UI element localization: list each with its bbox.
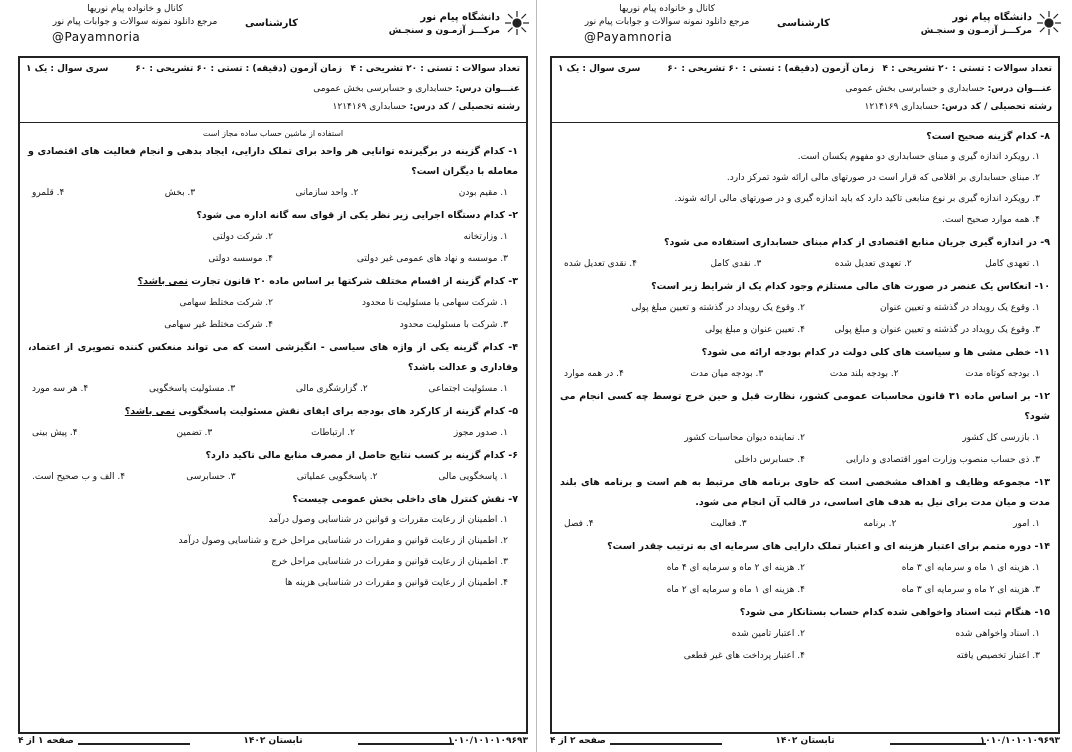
option: ۳. مسئولیت پاسخگویی (148, 384, 236, 394)
brand-watermark: @Payamnoria (584, 30, 673, 44)
page-number: صفحه ۱ از ۴ (18, 736, 74, 746)
degree-level: کارشناسی (777, 18, 830, 29)
option: ۴. همه موارد صحیح است. (942, 215, 1040, 225)
option: ۲. نماینده دیوان محاسبات کشور (684, 433, 805, 443)
question-series: سری سوال : یک ۱ (26, 64, 109, 74)
promo-line-1: کانال و خانواده پیام نوریها (619, 4, 715, 14)
option: ۲. اعتبار تامین شده (731, 629, 805, 639)
option: ۱. تعهدی کامل (985, 259, 1040, 269)
option: ۴. شرکت مختلط غیر سهامی (164, 320, 273, 330)
option: ۲. ارتباطات (311, 428, 355, 438)
question-6: ۶- کدام گزینه بر کسب نتایج حاصل از مصرف منابع مالی تاکید دارد؟ ۱. پاسخگویی مالی ۲. پاسخگویی عملیاتی ۳. حسابرسی ۴. الف و ب صحیح است. (32, 450, 518, 482)
question-12: ۱۲- بر اساس ماده ۳۱ قانون محاسبات عمومی کشور، نظارت قبل و حین خرج توسط چه کسی انجام می شود؟ ۱. بازرسی کل کشور ۲. نماینده دیوان محاسبات کشور ۳. ذی حساب منصوب وزارت امور اقتصادی و دارایی ۴. حسابرس داخلی (560, 387, 1050, 471)
page-number: صفحه ۲ از ۴ (550, 736, 606, 746)
option: ۴. نقدی تعدیل شده (564, 259, 638, 269)
option: ۴. پیش بینی (32, 428, 78, 438)
question-counts: تعداد سوالات : تستی : ۲۰ تشریحی : ۴ (882, 64, 1052, 74)
question-2: ۲- کدام دستگاه اجرایی زیر نظر یکی از قوای سه گانه اداره می شود؟ ۱. وزارتخانه ۲. شرکت دولتی ۳. موسسه و نهاد های عمومی غیر دولتی ۴. موسسه دولتی (28, 206, 518, 270)
option: ۳. نقدی کامل (710, 259, 762, 269)
option: ۲. هزینه ای ۲ ماه و سرمایه ای ۴ ماه (666, 563, 805, 573)
option: ۳. بخش (164, 188, 196, 198)
course-title: عنـــوان درس: حسابداری و حسابرسی بخش عمومی (845, 84, 1052, 94)
option: ۴. فصل (564, 519, 594, 529)
question-3: ۳- کدام گزینه از اقسام مختلف شرکتها بر اساس ماده ۲۰ قانون تجارت نمی باشد؟ ۱. شرکت سهامی با مسئولیت نا محدود ۲. شرکت مختلط سهامی ۳. شرکت با مسئولیت محدود ۴. شرکت مختلط غیر سهامی (28, 272, 518, 336)
option: ۴. اطمینان از رعایت قوانین و مقررات در شناسایی هزینه ها (284, 578, 508, 588)
option: ۱. مسئولیت اجتماعی (428, 384, 508, 394)
option: ۱. وقوع یک رویداد در گذشته و تعیین عنوان (879, 303, 1040, 313)
footer-rule (78, 743, 190, 745)
question-15: ۱۵- هنگام ثبت اسناد واخواهی شده کدام حساب بستانکار می شود؟ ۱. اسناد واخواهی شده ۲. اعتبار تامین شده ۳. اعتبار تخصیص یافته ۴. اعتبار پرداخت های غیر قطعی (560, 603, 1050, 667)
option: ۴. موسسه دولتی (208, 254, 273, 264)
center-name: مرکـــز آزمـون و سنجـش (388, 26, 500, 36)
exam-frame (18, 56, 528, 734)
center-name: مرکـــز آزمـون و سنجـش (920, 26, 1032, 36)
exam-page-1 (8, 0, 536, 752)
option: ۳. موسسه و نهاد های عمومی غیر دولتی (356, 254, 508, 264)
course-title: عنـــوان درس: حسابداری و حسابرسی بخش عمومی (313, 84, 520, 94)
promo-line-2: مرجع دانلود نمونه سوالات و جوابات پیام نور (52, 17, 218, 27)
university-logo-icon (504, 10, 530, 36)
questions-page-2 (552, 123, 1058, 667)
option: ۱. صدور مجوز (453, 428, 508, 438)
university-logo-icon (1036, 10, 1062, 36)
option: ۴. هزینه ای ۱ ماه و سرمایه ای ۲ ماه (666, 585, 805, 595)
option: ۲. تعهدی تعدیل شده (834, 259, 912, 269)
page-header (8, 0, 536, 54)
option: ۳. رویکرد اندازه گیری بر نوع منابعی تاکید دارد که باید اندازه گیری و در صورتهای مالی ارائه شوند. (674, 194, 1040, 204)
exam-code: ۱۰۱۰/۱۰۱۰۱۰۹۶۹۳ (447, 736, 528, 746)
exam-code: ۱۰۱۰/۱۰۱۰۱۰۹۶۹۳ (979, 736, 1060, 746)
exam-info (20, 58, 526, 123)
question-counts: تعداد سوالات : تستی : ۲۰ تشریحی : ۴ (350, 64, 520, 74)
exam-term: تابستان ۱۴۰۲ (775, 736, 835, 746)
question-7: ۷- نقش کنترل های داخلی بخش عمومی چیست؟ ۱. اطمینان از رعایت مقررات و قوانین در شناسایی وصول درآمد ۲. اطمینان از رعایت قوانین و مقررات در شناسایی مراحل خرج و شناسایی وصول درآمد ۳. اطمینان از رعایت قوانین و مقررات در شناسایی مراحل خرج ۴. اطمینان از رعایت قوانین و مقررات در شناسایی هزینه ها (28, 490, 518, 594)
option: ۳. وقوع یک رویداد در گذشته و تعیین عنوان و مبلغ پولی (834, 325, 1040, 335)
question-13: ۱۳- مجموعه وظایف و اهداف مشخصی است که حاوی برنامه های مرتبط به هم است و برنامه های بلند مدت و میان مدت برای نیل به هدف های اساسی، در قالب آن انجام می شود. ۱. امور ۲. برنامه ۳. فعالیت ۴. فصل (560, 477, 1050, 529)
option: ۳. شرکت با مسئولیت محدود (399, 320, 508, 330)
option: ۳. بودجه میان مدت (690, 369, 764, 379)
option: ۳. فعالیت (710, 519, 747, 529)
question-8: ۸- کدام گزینه صحیح است؟ ۱. رویکرد اندازه گیری و مبنای حسابداری دو مفهوم یکسان است. ۲. مبنای حسابداری بر اقلامی که قرار است در صورتهای مالی ارائه شود تمرکز دارد. ۳. رویکرد اندازه گیری بر نوع منابعی تاکید دارد که باید اندازه گیری و در صورتهای مالی ارائه شوند. ۴. همه موارد صحیح است. (560, 127, 1050, 231)
option: ۲. شرکت مختلط سهامی (179, 298, 273, 308)
option: ۴. الف و ب صحیح است. (32, 472, 126, 482)
question-11: ۱۱- خطی مشی ها و سیاست های کلی دولت در کدام بودجه ارائه می شود؟ ۱. بودجه کوتاه مدت ۲. بودجه بلند مدت ۳. بودجه میان مدت ۴. در همه موارد (564, 347, 1050, 379)
exam-page-2 (540, 0, 1068, 752)
option: ۴. اعتبار پرداخت های غیر قطعی (683, 651, 805, 661)
option: ۲. اطمینان از رعایت قوانین و مقررات در شناسایی مراحل خرج و شناسایی وصول درآمد (178, 536, 508, 546)
footer-rule (890, 743, 986, 745)
exam-time: زمان آزمون (دقیقه) : تستی : ۶۰ تشریحی : ۶۰ (667, 64, 874, 74)
brand-watermark: @Payamnoria (52, 30, 141, 44)
promo-line-2: مرجع دانلود نمونه سوالات و جوابات پیام نور (584, 17, 750, 27)
page-footer (18, 734, 528, 750)
option: ۴. هر سه مورد (32, 384, 89, 394)
option: ۲. پاسخگویی عملیاتی (296, 472, 378, 482)
option: ۴. قلمرو (32, 188, 65, 198)
option: ۱. بودجه کوتاه مدت (965, 369, 1040, 379)
footer-rule (610, 743, 722, 745)
option: ۴. در همه موارد (564, 369, 624, 379)
option: ۲. برنامه (863, 519, 897, 529)
exam-time: زمان آزمون (دقیقه) : تستی : ۶۰ تشریحی : ۶۰ (135, 64, 342, 74)
promo-line-1: کانال و خانواده پیام نوریها (87, 4, 183, 14)
option: ۲. وقوع یک رویداد در گذشته و تعیین مبلغ پولی (631, 303, 805, 313)
option: ۱. رویکرد اندازه گیری و مبنای حسابداری دو مفهوم یکسان است. (797, 152, 1040, 162)
option: ۳. ذی حساب منصوب وزارت امور اقتصادی و دارایی (845, 455, 1040, 465)
question-4: ۴- کدام گزینه یکی از واژه های سیاسی - انگیزشی است که می تواند منعکس کننده تصویری از اعتماد، وفاداری و عدالت باشد؟ ۱. مسئولیت اجتماعی ۲. گزارشگری مالی ۳. مسئولیت پاسخگویی ۴. هر سه مورد (28, 342, 518, 394)
option: ۲. واحد سازمانی (295, 188, 359, 198)
calculator-note: استفاده از ماشین حساب ساده مجاز است (202, 129, 344, 138)
option: ۳. اطمینان از رعایت قوانین و مقررات در شناسایی مراحل خرج (271, 557, 508, 567)
footer-rule (358, 743, 454, 745)
exam-term: تابستان ۱۴۰۲ (243, 736, 303, 746)
option: ۱. هزینه ای ۱ ماه و سرمایه ای ۳ ماه (901, 563, 1040, 573)
option: ۱. بازرسی کل کشور (962, 433, 1040, 443)
option: ۱. امور (1013, 519, 1040, 529)
option: ۱. مقیم بودن (458, 188, 508, 198)
option: ۴. تعیین عنوان و مبلغ پولی (704, 325, 805, 335)
option: ۱. اسناد واخواهی شده (955, 629, 1040, 639)
university-name: دانشگاه پیام نور (420, 12, 500, 23)
question-1: ۱- کدام گزینه در برگیرنده توانایی هر واحد برای تملک دارایی، ایجاد بدهی و انجام فعالیت های اقتصادی و معامله با دیگران است؟ ۱. مقیم بودن ۲. واحد سازمانی ۳. بخش ۴. قلمرو (28, 146, 518, 198)
question-9: ۹- در اندازه گیری جریان منابع اقتصادی از کدام مبنای حسابداری استفاده می شود؟ ۱. تعهدی کامل ۲. تعهدی تعدیل شده ۳. نقدی کامل ۴. نقدی تعدیل شده (564, 237, 1050, 269)
option: ۱. وزارتخانه (463, 232, 508, 242)
question-14: ۱۴- دوره متمم برای اعتبار هزینه ای و اعتبار تملک دارایی های سرمایه ای به ترتیب چقدر است؟ ۱. هزینه ای ۱ ماه و سرمایه ای ۳ ماه ۲. هزینه ای ۲ ماه و سرمایه ای ۴ ماه ۳. هزینه ای ۲ ماه و سرمایه ای ۳ ماه ۴. هزینه ای ۱ ماه و سرمایه ای ۲ ماه (560, 537, 1050, 601)
exam-frame (550, 56, 1060, 734)
option: ۴. حسابرس داخلی (734, 455, 805, 465)
questions-page-1 (20, 123, 526, 594)
option: ۲. بودجه بلند مدت (829, 369, 899, 379)
field-code: رشته تحصیلی / کد درس: حسابداری ۱۲۱۴۱۶۹ (332, 102, 520, 112)
field-code: رشته تحصیلی / کد درس: حسابداری ۱۲۱۴۱۶۹ (864, 102, 1052, 112)
degree-level: کارشناسی (245, 18, 298, 29)
question-5: ۵- کدام گزینه از کارکرد های بودجه برای ایفای نقش مسئولیت پاسخگویی نمی باشد؟ ۱. صدور مجوز ۲. ارتباطات ۳. تضمین ۴. پیش بینی (32, 406, 518, 438)
question-10: ۱۰- انعکاس یک عنصر در صورت های مالی مستلزم وجود کدام یک از شرایط زیر است؟ ۱. وقوع یک رویداد در گذشته و تعیین عنوان ۲. وقوع یک رویداد در گذشته و تعیین مبلغ پولی ۳. وقوع یک رویداد در گذشته و تعیین عنوان و مبلغ پولی ۴. تعیین عنوان و مبلغ پولی (560, 277, 1050, 341)
exam-info (552, 58, 1058, 123)
page-footer (550, 734, 1060, 750)
page-header (540, 0, 1068, 54)
question-series: سری سوال : یک ۱ (558, 64, 641, 74)
page-gutter (536, 0, 537, 752)
option: ۲. گزارشگری مالی (295, 384, 368, 394)
option: ۱. اطمینان از رعایت مقررات و قوانین در شناسایی وصول درآمد (268, 515, 508, 525)
option: ۳. تضمین (176, 428, 213, 438)
option: ۲. شرکت دولتی (212, 232, 273, 242)
option: ۱. شرکت سهامی با مسئولیت نا محدود (362, 298, 508, 308)
option: ۳. هزینه ای ۲ ماه و سرمایه ای ۳ ماه (901, 585, 1040, 595)
option: ۳. حسابرسی (186, 472, 236, 482)
university-name: دانشگاه پیام نور (952, 12, 1032, 23)
option: ۳. اعتبار تخصیص یافته (956, 651, 1040, 661)
option: ۱. پاسخگویی مالی (438, 472, 508, 482)
option: ۲. مبنای حسابداری بر اقلامی که قرار است در صورتهای مالی ارائه شود تمرکز دارد. (726, 173, 1040, 183)
